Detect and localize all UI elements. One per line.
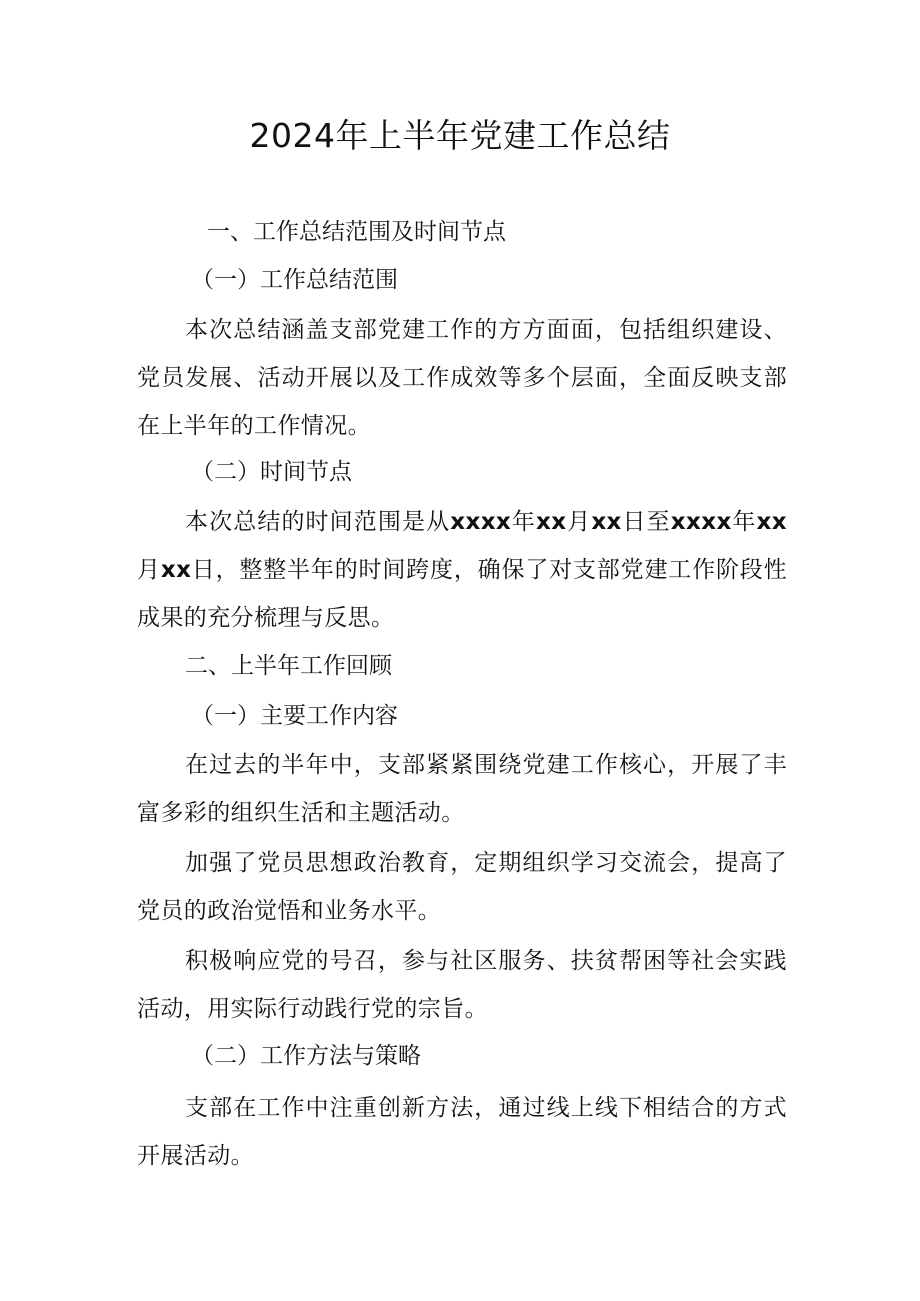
year-char-2: 年: [731, 509, 757, 535]
month-char-2: 月: [137, 557, 161, 583]
paragraph-main-work-3: 积极响应党的号召，参与社区服务、扶贫帮困等社会实践活动，用实际行动践行党的宗旨。: [137, 948, 787, 1022]
section-heading-1: 一、工作总结范围及时间节点: [207, 219, 506, 245]
end-month-placeholder: xx: [756, 509, 787, 535]
subsection-heading-1-2: （二）时间节点: [191, 459, 352, 485]
start-year-placeholder: xxxx: [450, 509, 512, 535]
paragraph-methods: 支部在工作中注重创新方法，通过线上线下相结合的方式开展活动。: [137, 1095, 787, 1169]
paragraph-scope: 本次总结涵盖支部党建工作的方方面面，包括组织建设、党员发展、活动开展以及工作成效等多个层面，全面反映支部在上半年的工作情况。: [137, 317, 787, 439]
document-title: 2024年上半年党建工作总结: [249, 116, 671, 155]
day-to-chars: 日至: [621, 509, 671, 535]
time-range-text-end: 日，整整半年的时间跨度，确保了对支部党建工作阶段性成果的充分梳理与反思。: [137, 557, 787, 631]
subsection-heading-1-1: （一）工作总结范围: [191, 267, 398, 293]
subsection-heading-2-2: （二）工作方法与策略: [191, 1043, 421, 1069]
end-day-placeholder: xx: [160, 557, 192, 583]
start-month-placeholder: xx: [536, 509, 567, 535]
subsection-heading-2-1: （一）主要工作内容: [191, 703, 398, 729]
month-char-1: 月: [566, 509, 592, 535]
year-char-1: 年: [511, 509, 536, 535]
paragraph-main-work-1: 在过去的半年中，支部紧紧围绕党建工作核心，开展了丰富多彩的组织生活和主题活动。: [137, 752, 787, 826]
paragraph-main-work-2: 加强了党员思想政治教育，定期组织学习交流会，提高了党员的政治觉悟和业务水平。: [137, 850, 787, 924]
section-heading-2: 二、上半年工作回顾: [185, 653, 392, 679]
end-year-placeholder: xxxx: [670, 509, 732, 535]
paragraph-time-range: [137, 498, 787, 642]
start-day-placeholder: xx: [591, 509, 622, 535]
time-range-text-start: 本次总结的时间范围是从: [185, 509, 451, 535]
